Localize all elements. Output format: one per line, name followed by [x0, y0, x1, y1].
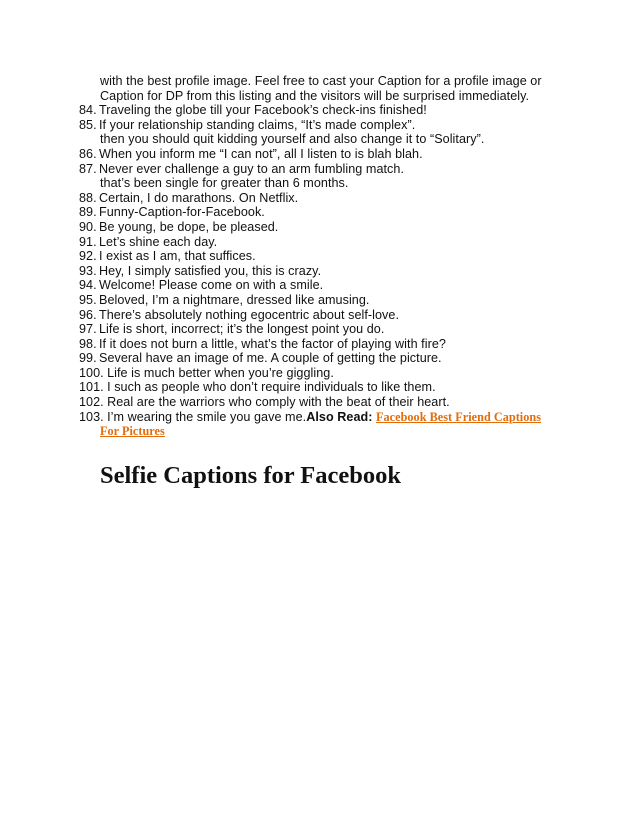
section-heading: Selfie Captions for Facebook — [100, 462, 402, 489]
also-read-link-continued[interactable]: For Pictures — [100, 424, 165, 439]
list-item — [79, 351, 559, 366]
item-text: Welcome! Please come on with a smile. — [99, 278, 324, 293]
list-item — [79, 162, 559, 177]
list-item-continuation: that’s been single for greater than 6 months. — [100, 176, 349, 191]
item-text: Let’s shine each day. — [99, 234, 218, 249]
item-number: 84. — [79, 103, 97, 118]
item-text: Several have an image of me. A couple of getting the picture. — [99, 351, 442, 366]
item-number: 103. — [79, 409, 104, 424]
list-item — [79, 220, 559, 235]
item-text: There’s absolutely nothing egocentric about self-love. — [99, 307, 399, 322]
item-number: 91. — [79, 234, 97, 249]
item-number: 99. — [79, 351, 97, 366]
item-text: Real are the warriors who comply with the beat of their heart. — [107, 395, 450, 410]
list-item — [79, 308, 559, 323]
list-item — [79, 249, 559, 264]
item-text: If your relationship standing claims, “It’s made complex”. — [99, 117, 416, 132]
item-number: 85. — [79, 117, 97, 132]
list-item — [79, 366, 559, 381]
item-number: 86. — [79, 146, 97, 161]
item-text: Hey, I simply satisfied you, this is crazy. — [99, 263, 322, 278]
list-item — [79, 380, 559, 395]
item-text: Never ever challenge a guy to an arm fumbling match. — [99, 161, 405, 176]
list-item — [79, 264, 559, 279]
list-item — [79, 118, 559, 133]
item-number: 100. — [79, 365, 104, 380]
item-text: Life is much better when you’re giggling. — [107, 365, 334, 380]
item-number: 98. — [79, 336, 97, 351]
item-number: 89. — [79, 205, 97, 220]
item-number: 88. — [79, 190, 97, 205]
item-text: Life is short, incorrect; it’s the longest point you do. — [99, 322, 385, 337]
item-text: I exist as I am, that suffices. — [99, 249, 256, 264]
item-text: Traveling the globe till your Facebook’s check-ins finished! — [99, 103, 427, 118]
list-item — [79, 337, 559, 352]
list-item — [79, 103, 559, 118]
item-number: 94. — [79, 278, 97, 293]
item-number: 96. — [79, 307, 97, 322]
item-number: 101. — [79, 380, 104, 395]
item-text: I’m wearing the smile you gave me. — [107, 409, 307, 424]
item-text: I such as people who don’t require individuals to like them. — [107, 380, 436, 395]
item-number: 102. — [79, 395, 104, 410]
list-item — [79, 147, 559, 162]
list-item — [79, 293, 559, 308]
item-text: Certain, I do marathons. On Netflix. — [99, 190, 299, 205]
intro-line: Caption for DP from this listing and the visitors will be surprised immediately. — [100, 88, 530, 103]
item-number: 87. — [79, 161, 97, 176]
item-text: If it does not burn a little, what’s the factor of playing with fire? — [99, 336, 446, 351]
item-number: 92. — [79, 249, 97, 264]
caption-list — [79, 74, 559, 439]
list-item — [79, 395, 559, 410]
also-read-link[interactable]: Facebook Best Friend Captions — [376, 409, 542, 424]
list-item-continuation: then you should quit kidding yourself and also change it to “Solitary”. — [100, 132, 485, 147]
link-continuation — [79, 424, 559, 439]
item-number: 93. — [79, 263, 97, 278]
item-text: Beloved, I’m a nightmare, dressed like amusing. — [99, 292, 370, 307]
item-text: When you inform me “I can not”, all I listen to is blah blah. — [99, 146, 423, 161]
item-number: 97. — [79, 322, 97, 337]
list-item — [79, 191, 559, 206]
list-item — [79, 235, 559, 250]
item-text: Funny-Caption-for-Facebook. — [99, 205, 265, 220]
list-item — [79, 410, 559, 425]
also-read-label: Also Read: — [306, 409, 377, 424]
item-number: 90. — [79, 219, 97, 234]
item-text: Be young, be dope, be pleased. — [99, 219, 279, 234]
list-item — [79, 278, 559, 293]
list-item — [79, 322, 559, 337]
intro-line: with the best profile image. Feel free to cast your Caption for a profile image or — [100, 74, 542, 88]
item-number: 95. — [79, 292, 97, 307]
list-item — [79, 205, 559, 220]
